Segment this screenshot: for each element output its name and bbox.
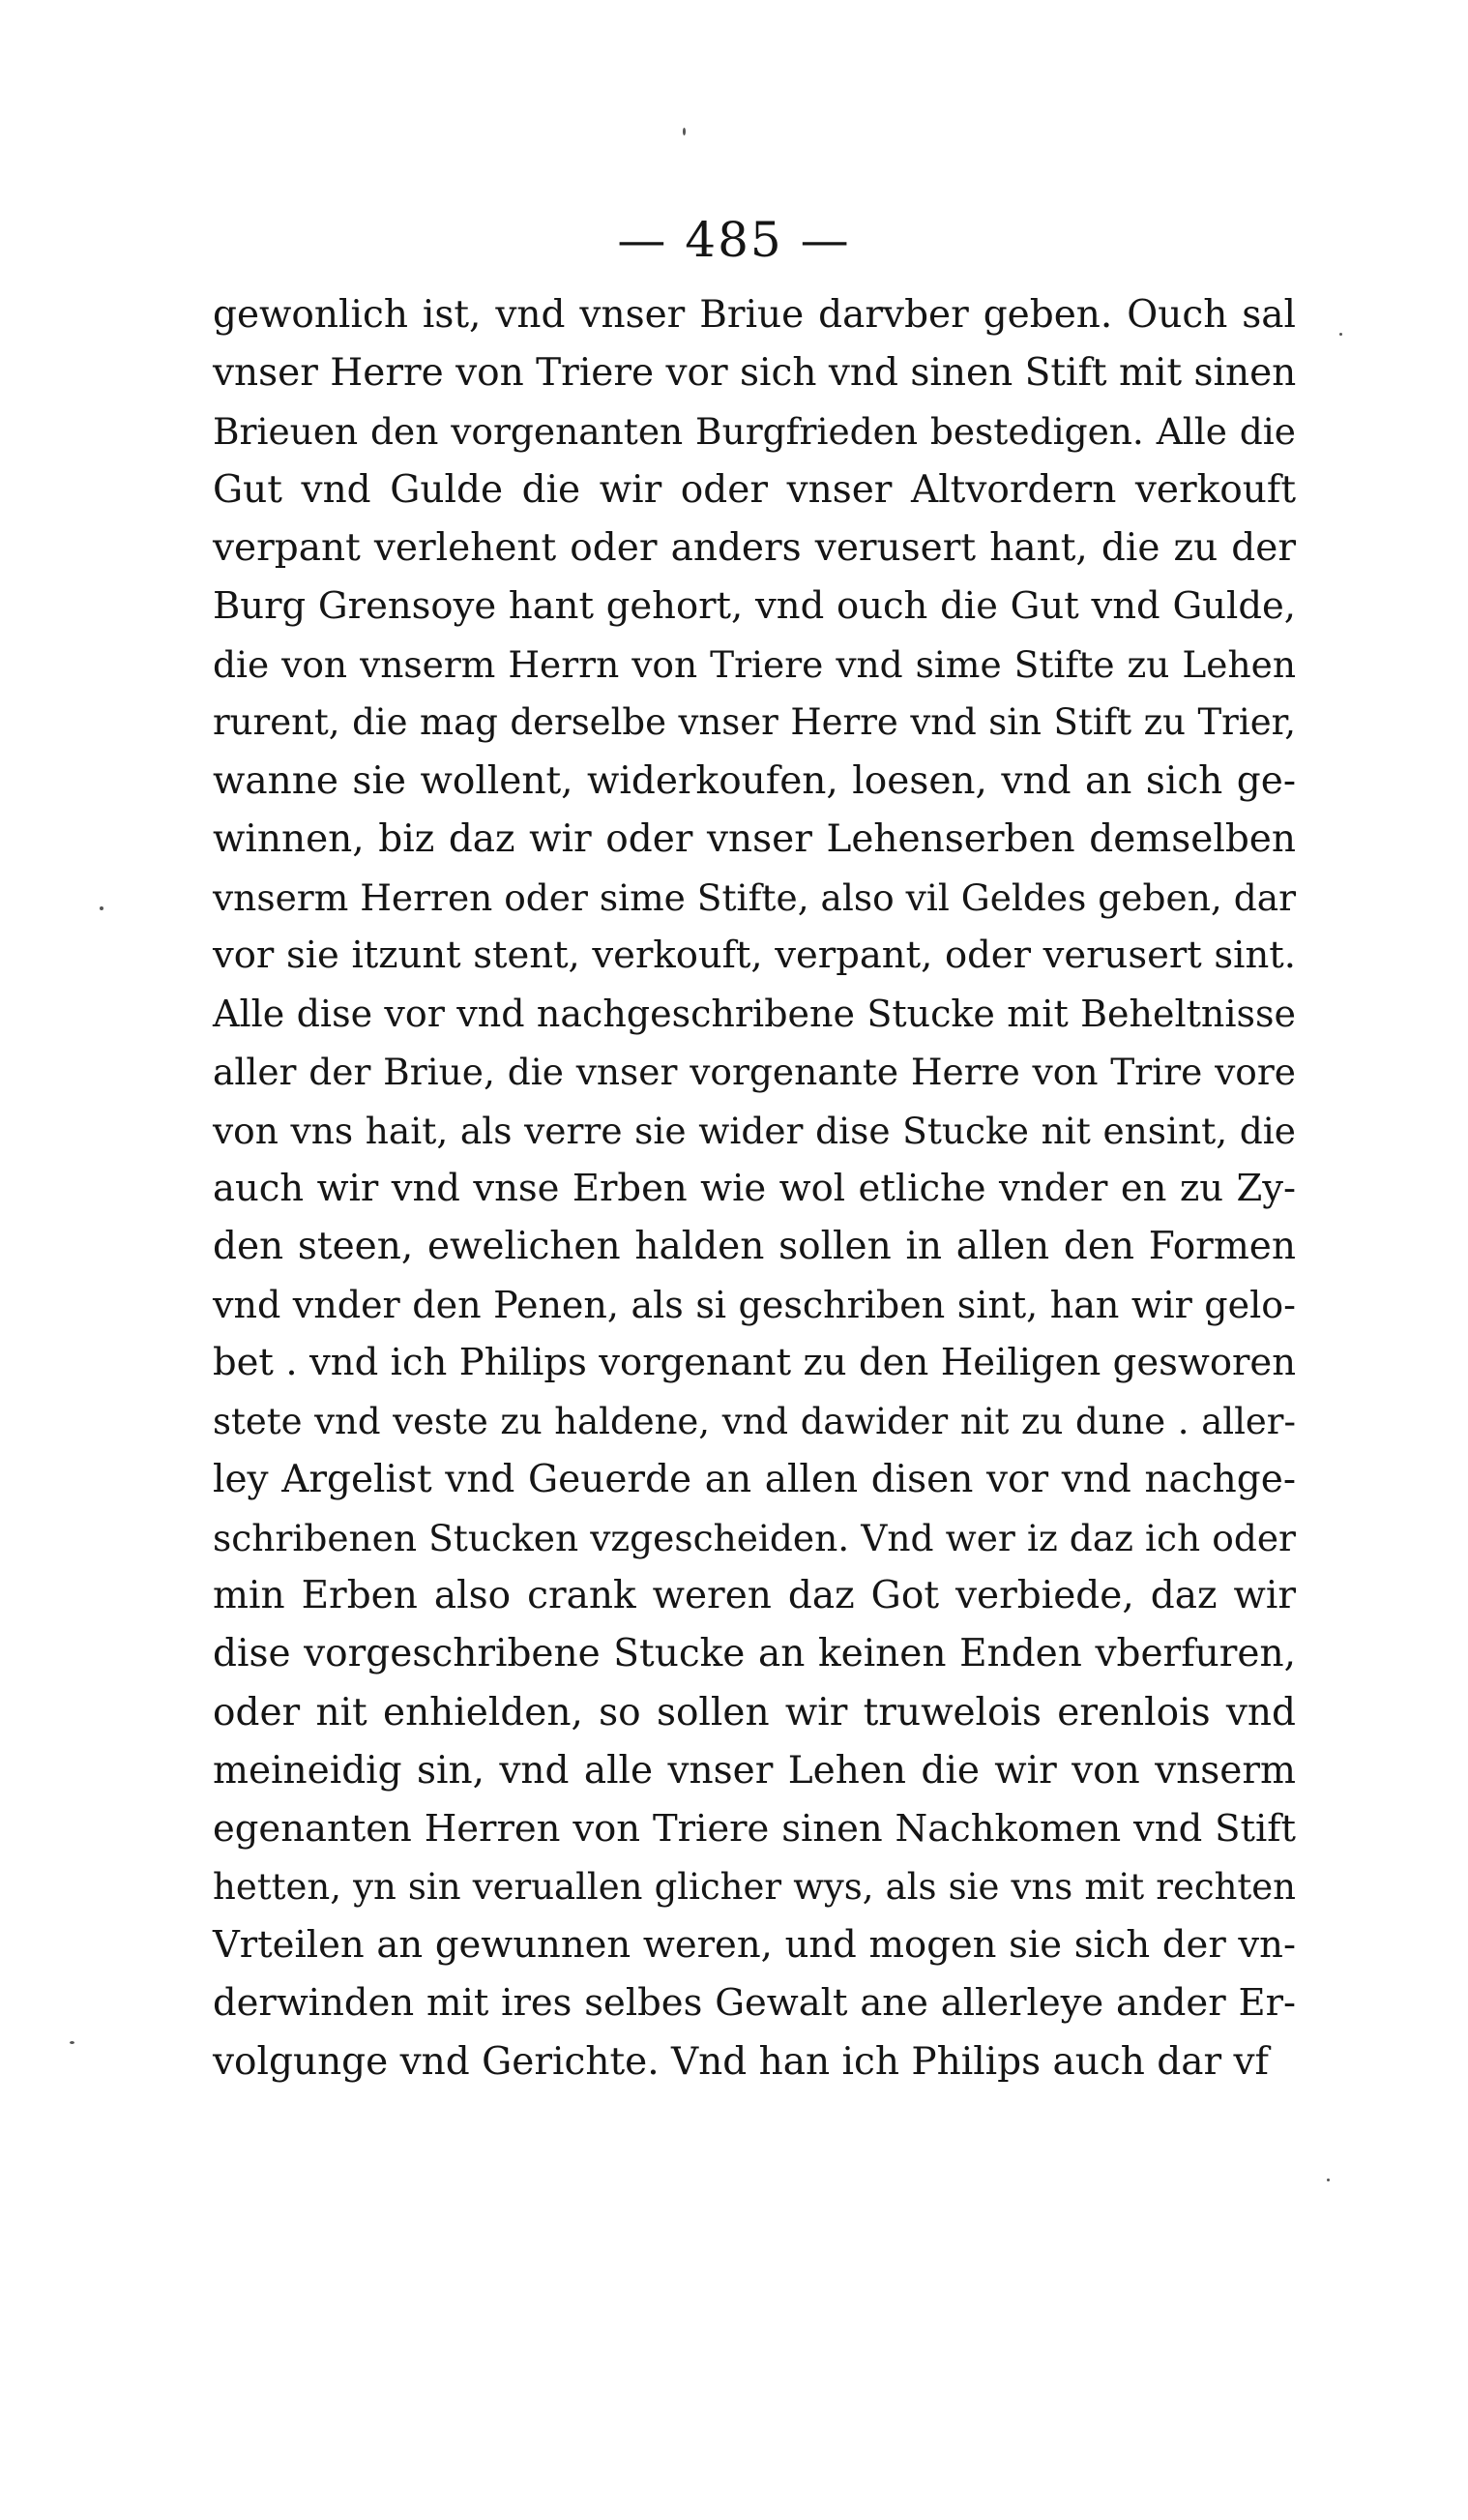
text-line: den steen, ewelichen halden sollen in allen den Formen — [213, 1225, 1296, 1268]
text-line: schribenen Stucken vzgescheiden. Vnd wer iz daz ich oder — [213, 1516, 1296, 1559]
text-line: vor sie itzunt stent, verkouft, verpant, oder verusert sint. — [213, 934, 1296, 978]
text-line: die von vnserm Herrn von Triere vnd sime Stifte zu Lehen — [213, 643, 1296, 687]
scan-speck — [1339, 333, 1342, 336]
body-text — [213, 286, 1296, 2091]
scan-speck — [100, 906, 103, 910]
scan-speck — [683, 128, 686, 135]
text-line: verpant verlehent oder anders verusert hant, die zu der — [213, 525, 1296, 570]
text-line: vnd vnder den Penen, als si geschriben sint, han wir gelo- — [213, 1284, 1296, 1327]
text-line: vnser Herre von Triere vor sich vnd sinen Stift mit sinen — [213, 351, 1297, 396]
text-line: gewonlich ist, vnd vnser Briue darvber geben. Ouch sal — [213, 293, 1296, 337]
text-line: winnen, biz daz wir oder vnser Lehenserben demselben — [213, 816, 1296, 861]
text-line: hetten, yn sin veruallen glicher wys, als sie vns mit rechten — [213, 1866, 1296, 1909]
page-number-header: — 485 — — [617, 212, 851, 268]
text-line: auch wir vnd vnse Erben wie wol etliche vnder en zu Zy- — [213, 1166, 1296, 1210]
scan-speck — [1327, 2179, 1330, 2181]
scan-speck — [70, 2041, 74, 2044]
text-line: von vns hait, als verre sie wider dise Stucke nit ensint, die — [213, 1109, 1296, 1152]
text-line: aller der Briue, die vnser vorgenante Herre von Trire vore — [213, 1051, 1296, 1094]
text-line: vnserm Herren oder sime Stifte, also vil Geldes geben, dar — [213, 875, 1296, 919]
text-line: dise vorgeschribene Stucke an keinen Enden vberfuren, — [213, 1632, 1296, 1676]
text-line: oder nit enhielden, so sollen wir truwelois erenlois vnd — [213, 1690, 1296, 1734]
text-line: Gut vnd Gulde die wir oder vnser Altvordern verkouft — [213, 467, 1296, 512]
text-line: wanne sie wollent, widerkoufen, loesen, vnd an sich ge- — [213, 758, 1296, 803]
text-line: meineidig sin, vnd alle vnser Lehen die wir von vnserm — [213, 1748, 1296, 1793]
text-line: min Erben also crank weren daz Got verbiede, daz wir — [213, 1574, 1296, 1618]
text-line: ley Argelist vnd Geuerde an allen disen vor vnd nachge- — [213, 1457, 1296, 1501]
text-line: derwinden mit ires selbes Gewalt ane allerleye ander Er- — [213, 1981, 1296, 2026]
text-line: Brieuen den vorgenanten Burgfrieden bestedigen. Alle die — [213, 410, 1296, 454]
text-line: volgunge vnd Gerichte. Vnd han ich Philips auch dar vf — [213, 2039, 1269, 2084]
text-line: Vrteilen an gewunnen weren, und mogen sie sich der vn- — [213, 1923, 1296, 1968]
text-line: bet . vnd ich Philips vorgenant zu den Heiligen gesworen — [213, 1341, 1296, 1385]
text-line: egenanten Herren von Triere sinen Nachkomen vnd Stift — [213, 1806, 1296, 1851]
text-line: Alle dise vor vnd nachgeschribene Stucke mit Beheltnisse — [213, 993, 1296, 1036]
text-line: stete vnd veste zu haldene, vnd dawider nit zu dune . aller- — [213, 1400, 1296, 1442]
text-line: Burg Grensoye hant gehort, vnd ouch die Gut vnd Gulde, — [213, 583, 1296, 628]
text-line: rurent, die mag derselbe vnser Herre vnd sin Stift zu Trier, — [213, 701, 1296, 744]
